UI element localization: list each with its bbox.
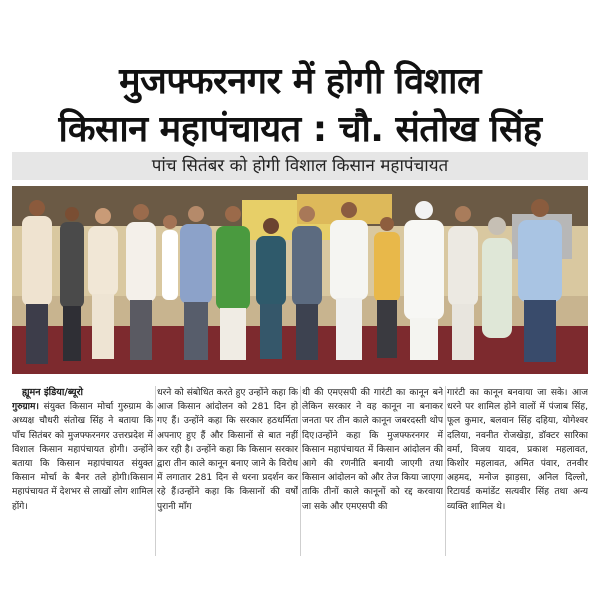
article-column-2 [157, 386, 298, 556]
dateline: गुरुग्राम। [12, 402, 39, 413]
byline: ह्यूमन इंडिया/ब्यूरो [22, 387, 84, 398]
article-column-1 [12, 386, 153, 556]
headline-line-1: मुजफ्फरनगर में होगी विशाल [119, 61, 481, 102]
article-column-3-text: थी की एमएसपी की गारंटी का कानून बने लेकिन सरकार ने वह कानून ना बनाकर जनता पर तीन काले कानून जबरदस्ती थोप दिए।उन्होंने कहा कि मुजफ्फरनगर में किसान महापंचायत में किसान आंदोलन की आगे की रणनीति बनायी जाएगी तथा किसान आंदोलन को और तेज किया जाएगा ताकि तीनों काले कानूनों को रद्द करवाया जा सके और एमएसपी की [302, 388, 443, 512]
subheadline: पांच सितंबर को होगी विशाल किसान महापंचायत [12, 152, 588, 180]
article-column-4-text: गारंटी का कानून बनवाया जा सके। आज धरने पर शामिल होने वालों में पंजाब सिंह, फूल कुमार, बलवान सिंह दहिया, योगेश्वर दलिया, नवनीत रोजखेड़ा, डॉक्टर सारिका वर्मा, विजय यादव, प्रकाश महलावत, किशोर महलावत, अमित पंवार, तनवीर अहमद, मनोज झाड़सा, अनिल दिल्लो, रिटायर्ड कमांडेंट सत्यवीर सिंह तथा अन्य व्यक्ति शामिल थे। [447, 388, 588, 512]
article-column-2-text: धरने को संबोधित करते हुए उन्होंने कहा कि आज किसान आंदोलन को 281 दिन हो गए हैं। उन्होंने कहा कि सरकार हठधर्मिता अपनाए हुए हैं और किसानों से बात नहीं कर रही है। उन्होंने कहा कि किसान सरकार द्वारा तीन काले कानून बनाए जाने के विरोध में लगातार 281 दिन से धरना प्रदर्शन कर रहे हैं।उन्होंने कहा कि किसानों की वर्षों पुरानी माँग [157, 388, 298, 512]
column-divider [300, 386, 301, 556]
article-column-3 [302, 386, 443, 556]
article-column-4 [447, 386, 588, 556]
group-photo [12, 186, 588, 374]
group-photo-illustration [12, 186, 588, 374]
headline-line-2: किसान महापंचायत : चौ. संतोख सिंह [58, 109, 542, 150]
article-column-1-text: संयुक्त किसान मोर्चा गुरुग्राम के अध्यक्ष चौधरी संतोख सिंह ने बताया कि पाँच सितंबर को मुजफ्फरनगर उत्तरप्रदेश में विशाल किसान महापंचायत होगी। उन्होंने बताया कि किसान महापंचायत संयुक्त किसान मोर्चा के बैनर तले होगी।किसान महापंचायत में देशभर से लाखों लोग शामिल होंगे। [12, 402, 153, 512]
column-divider [445, 386, 446, 556]
column-divider [155, 386, 156, 556]
